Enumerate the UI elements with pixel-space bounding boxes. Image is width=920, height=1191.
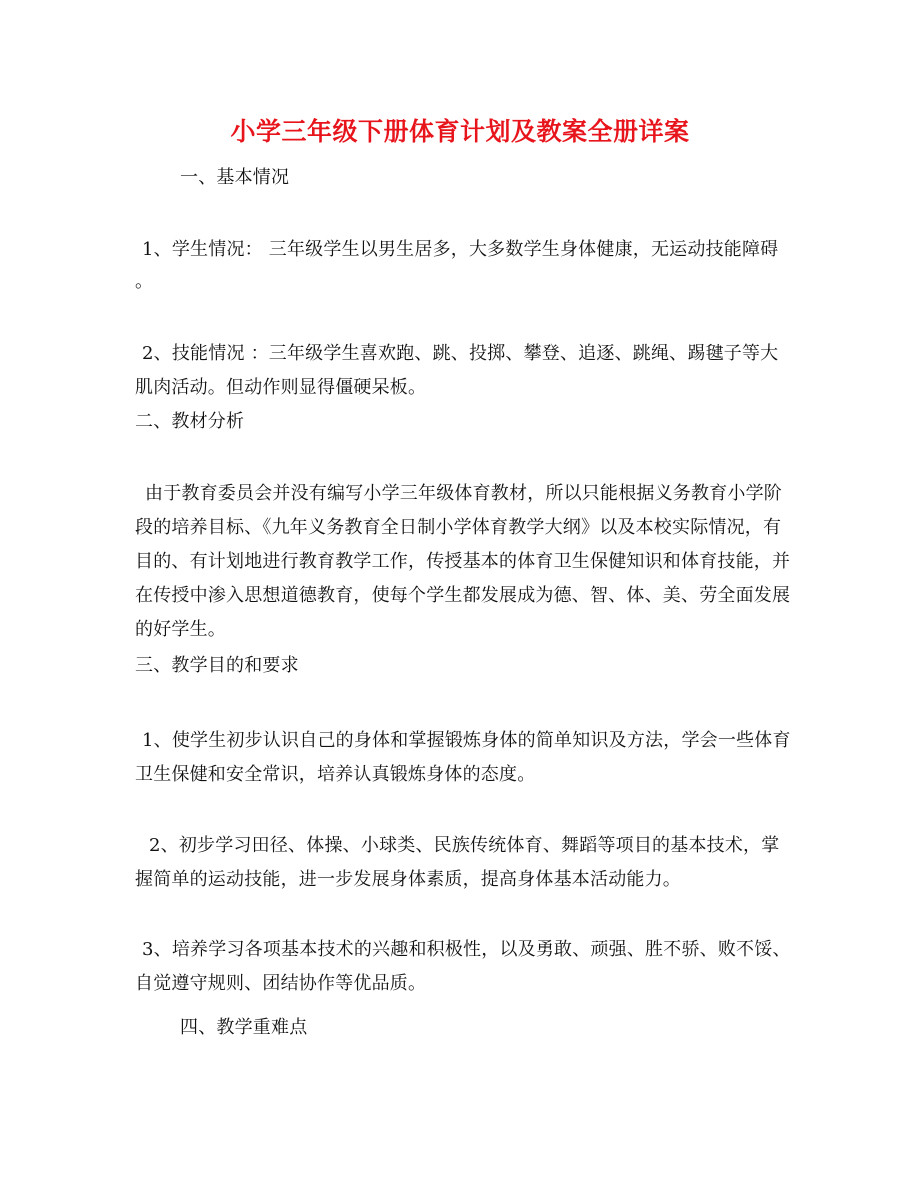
paragraph-skill-situation-line-2: 肌肉活动。但动作则显得僵硬呆板。 (135, 377, 427, 398)
paragraph-material-line-4: 在传授中渗入思想道德教育，使每个学生都发展成为德、智、体、美、劳全面发展 (135, 585, 791, 606)
section-heading-key-points: 四、教学重难点 (180, 1017, 308, 1038)
paragraph-student-situation-line-2: 。 (135, 271, 154, 292)
paragraph-goal-2-line-2: 握简单的运动技能，进一步发展身体素质，提高身体基本活动能力。 (135, 869, 681, 890)
paragraph-material-line-3: 目的、有计划地进行教育教学工作，传授基本的体育卫生保健知识和体育技能，并 (135, 551, 791, 572)
section-heading-basic-situation: 一、基本情况 (180, 167, 290, 188)
document-title: 小学三年级下册体育计划及教案全册详案 (230, 117, 690, 146)
paragraph-skill-situation-line-1: 2、技能情况 ：三年级学生喜欢跑、跳、投掷、攀登、追逐、跳绳、踢毽子等大 (142, 343, 779, 364)
section-heading-material-analysis: 二、教材分析 (135, 411, 245, 432)
paragraph-goal-3-line-2: 自觉遵守规则、团结协作等优品质。 (135, 973, 427, 994)
paragraph-goal-2-line-1: 2、初步学习田径、体操、小球类、民族传统体育、舞蹈等项目的基本技术，掌 (149, 835, 780, 856)
paragraph-goal-1-line-2: 卫生保健和安全常识，培养认真锻炼身体的态度。 (135, 764, 536, 785)
paragraph-goal-1-line-1: 1、使学生初步认识自己的身体和掌握锻炼身体的简单知识及方法，学会一些体育 (142, 730, 791, 751)
paragraph-material-line-5: 的好学生。 (135, 619, 226, 640)
paragraph-goal-3-line-1: 3、培养学习各项基本技术的兴趣和积极性，以及勇敢、顽强、胜不骄、败不馁、 (142, 939, 791, 960)
paragraph-material-line-1: 由于教育委员会并没有编写小学三年级体育教材，所以只能根据义务教育小学阶 (145, 483, 782, 504)
section-heading-teaching-goals: 三、教学目的和要求 (135, 655, 299, 676)
paragraph-student-situation-line-1: 1、学生情况： 三年级学生以男生居多，大多数学生身体健康，无运动技能障碍 (142, 239, 779, 260)
paragraph-material-line-2: 段的培养目标、《九年义务教育全日制小学体育教学大纲》以及本校实际情况，有 (135, 517, 782, 538)
